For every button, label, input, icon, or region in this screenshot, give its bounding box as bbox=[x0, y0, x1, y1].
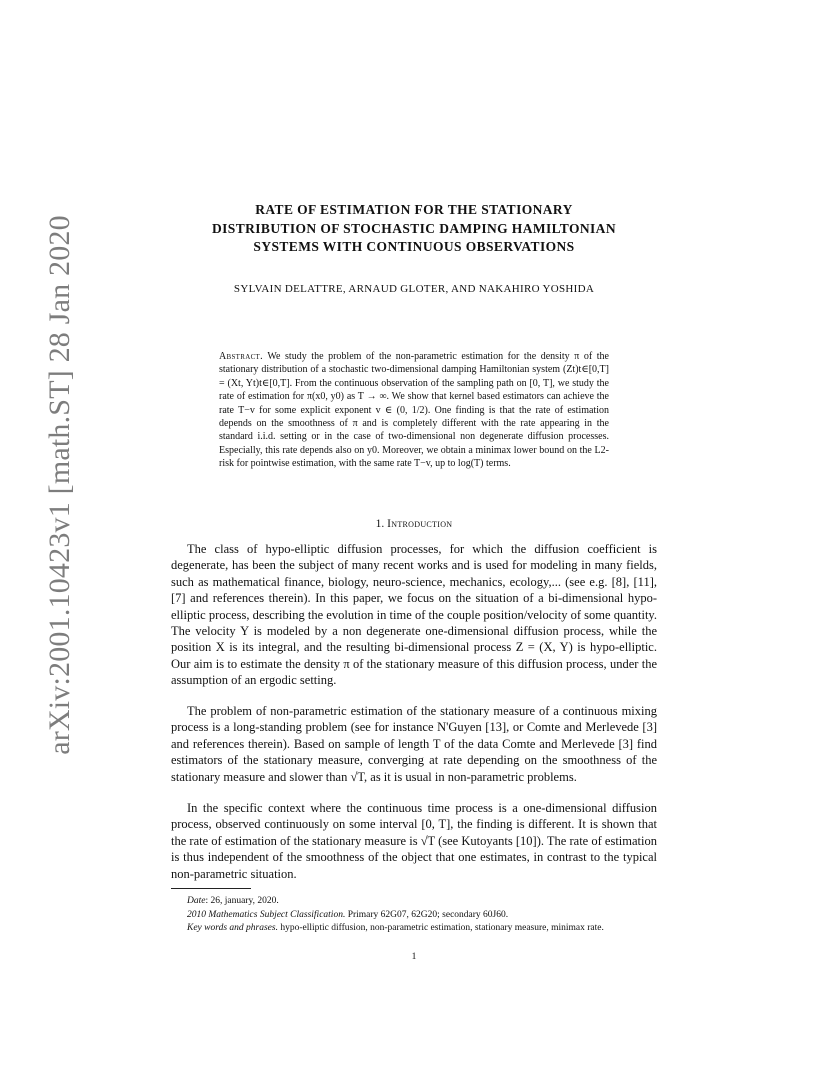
body-paragraph: In the specific context where the continuous time process is a one-dimensional diffusion process, observed continuously on some interval [0, T], the finding is different. It is shown that the rate of estimation of the stationary measure is √T (see Kutoyants [10]). The rate of estimation is thus independent of the smoothness of the object that one estimates, in contrast to the typical non-parametric situation. bbox=[171, 801, 657, 881]
section-title: Introduction bbox=[387, 518, 453, 530]
abstract-label: Abstract. bbox=[219, 351, 263, 362]
footnote-divider bbox=[171, 888, 251, 889]
body-paragraph: The problem of non-parametric estimation of the stationary measure of a continuous mixing process is a long-standing problem (see for instance N'Guyen [13], or Comte and Merlevede [3] and references therein). Based on sample of length T of the data Comte and Merlevede [3] find estimators of the stationary measure, converging at rate depending on the smoothness of the stationary measure and slower than √T, as it is usual in non-parametric problems. bbox=[171, 704, 657, 784]
footnote-keywords-label: Key words and phrases. bbox=[187, 923, 278, 933]
footnote-keywords bbox=[171, 922, 657, 936]
footnote-msc-value: Primary 62G07, 62G20; secondary 60J60. bbox=[347, 909, 509, 920]
footnote-msc-label: 2010 Mathematics Subject Classification. bbox=[187, 909, 346, 920]
footnote-date-label: Date bbox=[187, 896, 206, 906]
body-paragraph: The class of hypo-elliptic diffusion processes, for which the diffusion coefficient is degenerate, has been the subject of many recent works and is used for modeling in many fields, such as mathematical finance, biology, neuro-science, mechanics, ecology,... (see e.g. [8], [11], [7] and references therein). In this paper, we focus on the situation of a bi-dimensional hypo-elliptic process, describing the evolution in time of the couple position/velocity of some quantity. The velocity Y is modeled by a non degenerate one-dimensional diffusion process, while the position X is its integral, and the resulting bi-dimensional process Z = (X, Y) is hypo-elliptic. Our aim is to estimate the density π of the stationary measure of this diffusion process, under the assumption of an ergodic setting. bbox=[171, 542, 657, 688]
abstract-text: We study the problem of the non-parametric estimation for the density π of the stationary distribution of a stochastic two-dimensional damping Hamiltonian system (Zt)t∈[0,T] = (Xt, Yt)t∈[0,T]. From the continuous observation of the sampling path on [0, T], we study the rate of estimation for π(x0, y0) as T → ∞. We show that kernel based estimators can achieve the rate T−v for some explicit exponent v ∈ (0, 1/2). One finding is that the rate of estimation depends on the smoothness of π and is completely different with the rate appearing in the standard i.i.d. setting or in the case of two-dimensional non degenerate diffusion processes. Especially, this rate depends also on y0. Moreover, we obtain a minimax lower bound on the L2-risk for pointwise estimation, with the same rate T−v, up to log(T) terms. bbox=[219, 351, 609, 470]
title-line: RATE OF ESTIMATION FOR THE STATIONARY bbox=[255, 202, 573, 217]
title-line: DISTRIBUTION OF STOCHASTIC DAMPING HAMILTONIAN bbox=[212, 220, 616, 236]
footnote-date-value: 26, january, 2020. bbox=[210, 896, 279, 906]
arxiv-identifier-stamp[interactable]: arXiv:2001.10423v1 [math.ST] 28 Jan 2020 bbox=[43, 215, 76, 755]
author-list: SYLVAIN DELATTRE, ARNAUD GLOTER, AND NAKAHIRO YOSHIDA bbox=[233, 283, 595, 295]
abstract bbox=[219, 350, 609, 471]
footnote-date: Date: 26, january, 2020. bbox=[187, 896, 279, 906]
section-heading bbox=[170, 518, 658, 530]
footnotes bbox=[171, 895, 657, 936]
footnote-keywords-value: hypo-elliptic diffusion, non-parametric estimation, stationary measure, minimax rate. bbox=[280, 923, 604, 933]
section-number: 1. bbox=[375, 518, 385, 530]
footnote-msc bbox=[171, 909, 657, 923]
title-line: SYSTEMS WITH CONTINUOUS OBSERVATIONS bbox=[253, 239, 575, 254]
page-number: 1 bbox=[411, 952, 417, 962]
paper-title bbox=[170, 201, 658, 257]
